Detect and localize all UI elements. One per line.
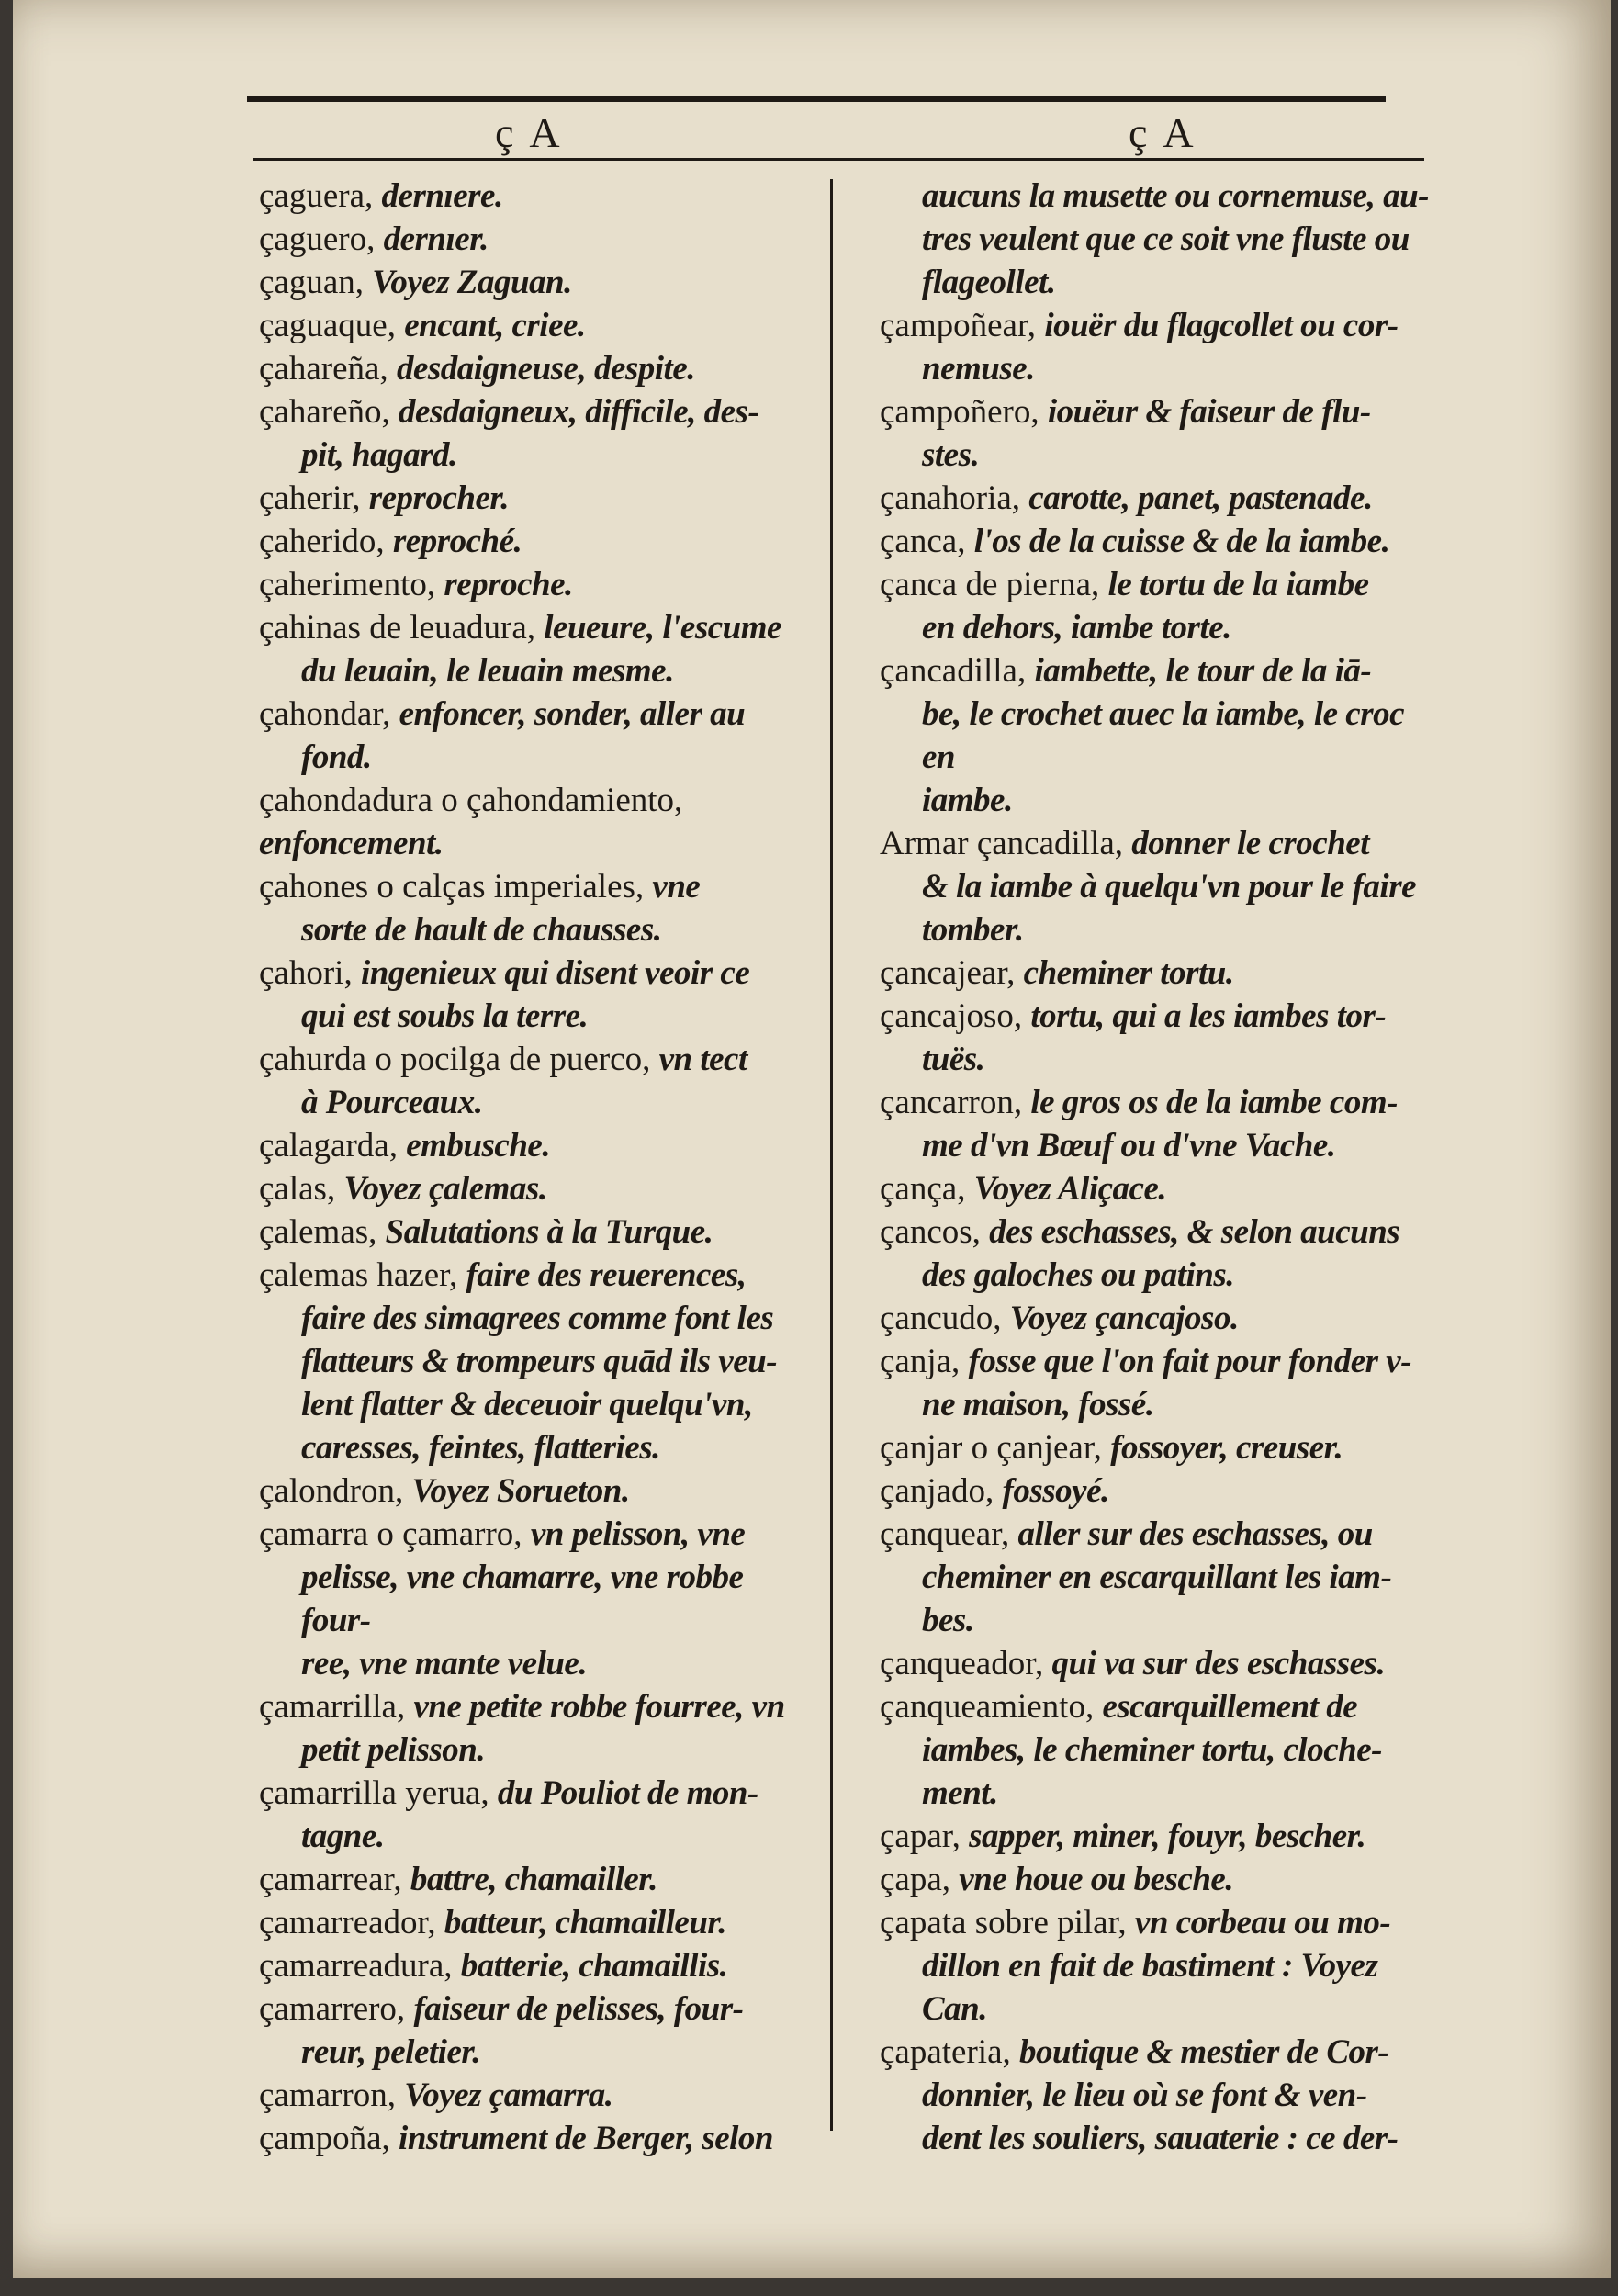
definition: carotte, panet, pastenade.	[1028, 479, 1373, 517]
definition-continuation: ment.	[922, 1774, 998, 1812]
dictionary-entry	[880, 1167, 1440, 1210]
dictionary-entry	[259, 1772, 817, 1858]
definition: iambette, le tour de la iā-	[1034, 652, 1372, 690]
headword: çapateria,	[880, 2033, 1019, 2071]
dictionary-entry	[880, 477, 1440, 520]
headword: çamarreadura,	[259, 1947, 461, 1985]
definition: faire des reuerences,	[466, 1256, 747, 1294]
definition-continuation: dent les souliers, sauaterie : ce der-	[922, 2120, 1399, 2157]
dictionary-entry	[880, 1815, 1440, 1858]
headword: çahareña,	[259, 350, 397, 388]
dictionary-entry	[880, 563, 1440, 649]
definition-continuation: ne maison, fossé.	[922, 1386, 1154, 1424]
dictionary-entry	[880, 1340, 1440, 1426]
headword: çancadilla,	[880, 652, 1035, 690]
headword: çalemas,	[259, 1213, 386, 1251]
definition: vn pelisson, vne	[530, 1515, 746, 1553]
dictionary-entry	[880, 304, 1440, 390]
right-column	[880, 174, 1440, 2160]
entry-line	[259, 1990, 743, 2028]
entry-line	[259, 1256, 746, 1294]
definition: Salutations à la Turque.	[385, 1213, 713, 1251]
headword: çahondadura o çahondamiento,	[259, 782, 683, 819]
definition: batterie, chamaillis.	[460, 1947, 728, 1985]
entry-line	[880, 2033, 1388, 2071]
definition: Voyez çancajoso.	[1009, 1300, 1239, 1337]
headword: çamarrilla,	[259, 1688, 414, 1726]
headword: çanca de pierna,	[880, 566, 1108, 603]
entry-line	[880, 954, 1234, 992]
definition: batteur, chamailleur.	[444, 1904, 727, 1941]
header-rule	[253, 158, 1424, 161]
entry-line	[259, 307, 586, 344]
entry-line	[259, 1861, 657, 1898]
entry-line	[259, 782, 682, 862]
headword: çamarrilla yerua,	[259, 1774, 498, 1812]
dictionary-entry	[259, 606, 817, 692]
entry-line	[880, 1645, 1385, 1683]
headword: çapar,	[880, 1818, 970, 1855]
definition: fossoyer, creuser.	[1110, 1429, 1343, 1467]
definition: ingenieux qui disent veoir ce	[360, 954, 750, 992]
entry-line	[880, 1515, 1373, 1553]
entry-line	[880, 1818, 1365, 1855]
entry-line	[880, 1213, 1399, 1251]
headword: çahinas de leuadura,	[259, 609, 545, 647]
entry-line	[259, 523, 522, 560]
definition: vn tect	[658, 1041, 747, 1078]
definition: fosse que l'on fait pour fonder v-	[968, 1343, 1412, 1380]
entry-line	[880, 523, 1389, 560]
headword: çanjar o çanjear,	[880, 1429, 1111, 1467]
definition-continuation: iambes, le cheminer tortu, cloche-	[922, 1731, 1382, 1769]
entry-line	[259, 1213, 713, 1251]
definition-continuation: fond.	[301, 738, 372, 776]
definition: Voyez Zaguan.	[372, 264, 572, 301]
definition: escarquillement de	[1102, 1688, 1358, 1726]
headword: çancajear,	[880, 954, 1024, 992]
definition-continuation: sorte de hault de chausses.	[301, 911, 662, 949]
entry-line	[880, 1343, 1411, 1380]
entry-line	[259, 1472, 630, 1510]
definition-continuation: en dehors, iambe torte.	[922, 609, 1231, 647]
entry-line	[880, 393, 1371, 431]
definition: vne petite robbe fourree, vn	[413, 1688, 785, 1726]
entry-line	[880, 307, 1399, 344]
dictionary-entry	[880, 390, 1440, 477]
dictionary-entry	[880, 822, 1440, 951]
definition: aucuns la musette ou cornemuse, au-	[922, 177, 1429, 215]
definition: instrument de Berger, selon	[399, 2120, 773, 2157]
definition: leueure, l'escume	[544, 609, 781, 647]
headword: çamarra o çamarro,	[259, 1515, 531, 1553]
entry-line	[259, 954, 749, 992]
entry-line	[259, 177, 503, 215]
definition: vne houe ou besche.	[959, 1861, 1234, 1898]
definition: iouëur & faiseur de flu-	[1047, 393, 1371, 431]
dictionary-entry	[259, 1469, 817, 1513]
definition: Voyez çamarra.	[404, 2077, 613, 2114]
definition: Voyez çalemas.	[343, 1170, 547, 1208]
headword: çampoña,	[259, 2120, 399, 2157]
entry-line	[880, 825, 1369, 862]
definition: reproche.	[444, 566, 573, 603]
running-head-right: ç A	[1129, 109, 1197, 156]
definition-continuation: à Pourceaux.	[301, 1084, 483, 1121]
definition-continuation: petit pelisson.	[301, 1731, 486, 1769]
headword: çanjado,	[880, 1472, 1003, 1510]
definition: vne	[652, 868, 701, 906]
definition: dernıer.	[383, 220, 489, 258]
headword: çapata sobre pilar,	[880, 1904, 1135, 1941]
definition-continuation: faire des simagrees comme font les	[301, 1300, 774, 1337]
headword: Armar çancadilla,	[880, 825, 1132, 862]
dictionary-entry	[259, 563, 817, 606]
dictionary-entry	[259, 1987, 817, 2074]
entry-line	[880, 1861, 1233, 1898]
headword: çaguero,	[259, 220, 384, 258]
definition: enfoncement.	[259, 825, 444, 862]
definition: aller sur des eschasses, ou	[1017, 1515, 1373, 1553]
definition: dernıere.	[381, 177, 503, 215]
entry-line	[259, 2120, 773, 2157]
definition-continuation: pit, hagard.	[301, 436, 457, 474]
headword: çamarron,	[259, 2077, 405, 2114]
definition-continuation: iambe.	[922, 782, 1013, 819]
dictionary-entry	[259, 865, 817, 951]
definition-continuation: qui est soubs la terre.	[301, 997, 589, 1035]
dictionary-entry	[880, 2031, 1440, 2160]
dictionary-entry	[880, 951, 1440, 995]
entry-line	[880, 1170, 1166, 1208]
entry-line	[259, 609, 781, 647]
dictionary-entry	[880, 174, 1440, 304]
definition-continuation: tres veulent que ce soit vne fluste ou	[922, 220, 1410, 258]
headword: çaguan,	[259, 264, 373, 301]
definition-continuation: tagne.	[301, 1818, 385, 1855]
definition-continuation: pelisse, vne chamarre, vne robbe four-	[301, 1559, 744, 1639]
headword: çalagarda,	[259, 1127, 407, 1165]
top-rule	[247, 96, 1386, 102]
dictionary-entry	[259, 1513, 817, 1685]
definition: vn corbeau ou mo-	[1134, 1904, 1391, 1941]
definition-continuation: ree, vne mante velue.	[301, 1645, 588, 1683]
dictionary-entry	[880, 1469, 1440, 1513]
headword: çampoñero,	[880, 393, 1048, 431]
headword: çalondron,	[259, 1472, 412, 1510]
entry-line	[259, 1515, 745, 1553]
dictionary-entry	[259, 1858, 817, 1901]
entry-line	[880, 652, 1371, 690]
definition: fossoyé.	[1002, 1472, 1109, 1510]
dictionary-entry	[259, 218, 817, 261]
dictionary-entry	[259, 2074, 817, 2117]
definition: reprocher.	[368, 479, 509, 517]
entry-line	[880, 479, 1373, 517]
entry-line	[880, 1904, 1390, 1941]
definition: sapper, miner, fouyr, bescher.	[969, 1818, 1366, 1855]
definition-continuation: nemuse.	[922, 350, 1035, 388]
headword: çancarron,	[880, 1084, 1031, 1121]
dictionary-entry	[259, 1254, 817, 1469]
entry-line	[259, 393, 758, 431]
definition: Voyez Aliçace.	[973, 1170, 1167, 1208]
dictionary-entry	[259, 1901, 817, 1944]
headword: çampoñear,	[880, 307, 1045, 344]
headword: çapa,	[880, 1861, 960, 1898]
dictionary-entry	[880, 1901, 1440, 2031]
dictionary-entry	[259, 951, 817, 1038]
headword: çancajoso,	[880, 997, 1031, 1035]
headword: çamarrear,	[259, 1861, 410, 1898]
definition: l'os de la cuisse & de la iambe.	[973, 523, 1390, 560]
definition: enfoncer, sonder, aller au	[399, 695, 746, 733]
headword: çahareño,	[259, 393, 399, 431]
headword: çalas,	[259, 1170, 344, 1208]
dictionary-entry	[880, 1426, 1440, 1469]
entry-line	[259, 1947, 727, 1985]
entry-line	[259, 350, 695, 388]
definition-continuation: cheminer en escarquillant les iam-	[922, 1559, 1392, 1596]
definition-continuation: lent flatter & deceuoir quelqu'vn,	[301, 1386, 753, 1424]
definition: le tortu de la iambe	[1107, 566, 1369, 603]
definition-continuation: me d'vn Bœuf ou d'vne Vache.	[922, 1127, 1336, 1165]
dictionary-entry	[259, 1038, 817, 1124]
definition-continuation: du leuain, le leuain mesme.	[301, 652, 674, 690]
headword: çanqueamiento,	[880, 1688, 1103, 1726]
headword: çancos,	[880, 1213, 990, 1251]
entry-line	[259, 1170, 547, 1208]
definition: encant, criee.	[404, 307, 586, 344]
definition-continuation: be, le crochet auec la iambe, le croc en	[922, 695, 1405, 776]
dictionary-entry	[259, 304, 817, 347]
headword: çanquear,	[880, 1515, 1018, 1553]
definition-continuation: stes.	[922, 436, 980, 474]
dictionary-entry	[259, 477, 817, 520]
headword: çahori,	[259, 954, 361, 992]
headword: çanca,	[880, 523, 974, 560]
headword: çanqueador,	[880, 1645, 1052, 1683]
headword: çamarrero,	[259, 1990, 414, 2028]
dictionary-entry	[259, 1167, 817, 1210]
headword: çalemas hazer,	[259, 1256, 466, 1294]
definition-continuation: reur, peletier.	[301, 2033, 480, 2071]
definition: qui va sur des eschasses.	[1051, 1645, 1386, 1683]
dictionary-entry	[259, 520, 817, 563]
definition: des eschasses, & selon aucuns	[989, 1213, 1400, 1251]
dictionary-entry	[880, 1513, 1440, 1642]
definition: donner le crochet	[1131, 825, 1369, 862]
entry-line	[259, 264, 572, 301]
dictionary-entry	[880, 1081, 1440, 1167]
headword: çaguaque,	[259, 307, 405, 344]
running-head-left: ç A	[495, 109, 564, 156]
entry-line	[880, 1429, 1343, 1467]
dictionary-entry	[880, 995, 1440, 1081]
definition-continuation: donnier, le lieu où se font & ven-	[922, 2077, 1367, 2114]
definition: Voyez Sorueton.	[411, 1472, 630, 1510]
entry-line	[259, 1688, 785, 1726]
definition-continuation: Can.	[922, 1990, 988, 2028]
headword: çaherir,	[259, 479, 369, 517]
entry-line	[259, 566, 573, 603]
entry-line	[259, 1774, 758, 1812]
definition-continuation: bes.	[922, 1602, 974, 1639]
definition: faiseur de pelisses, four-	[413, 1990, 744, 2028]
entry-line	[880, 1300, 1239, 1337]
headword: çahones o calças imperiales,	[259, 868, 653, 906]
definition-continuation: flatteurs & trompeurs quād ils veu-	[301, 1343, 778, 1380]
dictionary-entry	[259, 347, 817, 390]
entry-line	[880, 997, 1386, 1035]
entry-line	[259, 479, 509, 517]
dictionary-entry	[880, 520, 1440, 563]
dictionary-entry	[259, 1210, 817, 1254]
dictionary-entry	[259, 779, 817, 865]
definition: iouër du flagcollet ou cor-	[1044, 307, 1399, 344]
dictionary-entry	[259, 1124, 817, 1167]
definition-continuation: des galoches ou patins.	[922, 1256, 1235, 1294]
definition: desdaigneux, difficile, des-	[399, 393, 759, 431]
definition: du Pouliot de mon-	[497, 1774, 758, 1812]
definition: battre, chamailler.	[410, 1861, 657, 1898]
definition: reproché.	[392, 523, 522, 560]
dictionary-entry	[259, 1944, 817, 1987]
dictionary-entry	[259, 2117, 817, 2160]
dictionary-entry	[880, 1685, 1440, 1815]
headword: çancudo,	[880, 1300, 1010, 1337]
entry-line	[259, 1904, 726, 1941]
definition-continuation: caresses, feintes, flatteries.	[301, 1429, 660, 1467]
definition: desdaigneuse, despite.	[396, 350, 695, 388]
entry-line	[880, 1472, 1109, 1510]
dictionary-entry	[259, 390, 817, 477]
entry-line	[880, 1084, 1398, 1121]
headword: çanja,	[880, 1343, 969, 1380]
dictionary-entry	[880, 1210, 1440, 1297]
definition-continuation: tomber.	[922, 911, 1024, 949]
entry-line	[880, 566, 1369, 603]
headword: çaherimento,	[259, 566, 444, 603]
headword: çança,	[880, 1170, 974, 1208]
dictionary-entry	[259, 692, 817, 779]
dictionary-entry	[880, 649, 1440, 822]
definition: embusche.	[406, 1127, 551, 1165]
left-column	[259, 174, 817, 2160]
dictionary-entry	[880, 1297, 1440, 1340]
dictionary-entry	[259, 261, 817, 304]
headword: çahurda o pocilga de puerco,	[259, 1041, 659, 1078]
dictionary-entry	[259, 1685, 817, 1772]
headword: çanahoria,	[880, 479, 1029, 517]
definition-continuation: flageollet.	[922, 264, 1056, 301]
entry-line	[259, 868, 700, 906]
definition: boutique & mestier de Cor-	[1019, 2033, 1389, 2071]
entry-line	[880, 174, 1440, 218]
column-divider	[830, 179, 833, 2131]
entry-line	[259, 1041, 747, 1078]
headword: çaguera,	[259, 177, 382, 215]
dictionary-entry	[880, 1858, 1440, 1901]
definition: cheminer tortu.	[1023, 954, 1234, 992]
definition-continuation: dillon en fait de bastiment : Voyez	[922, 1947, 1378, 1985]
entry-line	[259, 220, 489, 258]
definition: le gros os de la iambe com-	[1030, 1084, 1398, 1121]
entry-line	[259, 1127, 550, 1165]
definition: tortu, qui a les iambes tor-	[1030, 997, 1387, 1035]
dictionary-entry	[259, 174, 817, 218]
book-page	[13, 0, 1611, 2278]
headword: çahondar,	[259, 695, 399, 733]
entry-line	[259, 695, 745, 733]
entry-line	[880, 1688, 1357, 1726]
headword: çamarreador,	[259, 1904, 444, 1941]
definition-continuation: & la iambe à quelqu'vn pour le faire	[922, 868, 1417, 906]
headword: çaherido,	[259, 523, 393, 560]
definition-continuation: tuës.	[922, 1041, 985, 1078]
dictionary-entry	[880, 1642, 1440, 1685]
entry-line	[259, 2077, 613, 2114]
